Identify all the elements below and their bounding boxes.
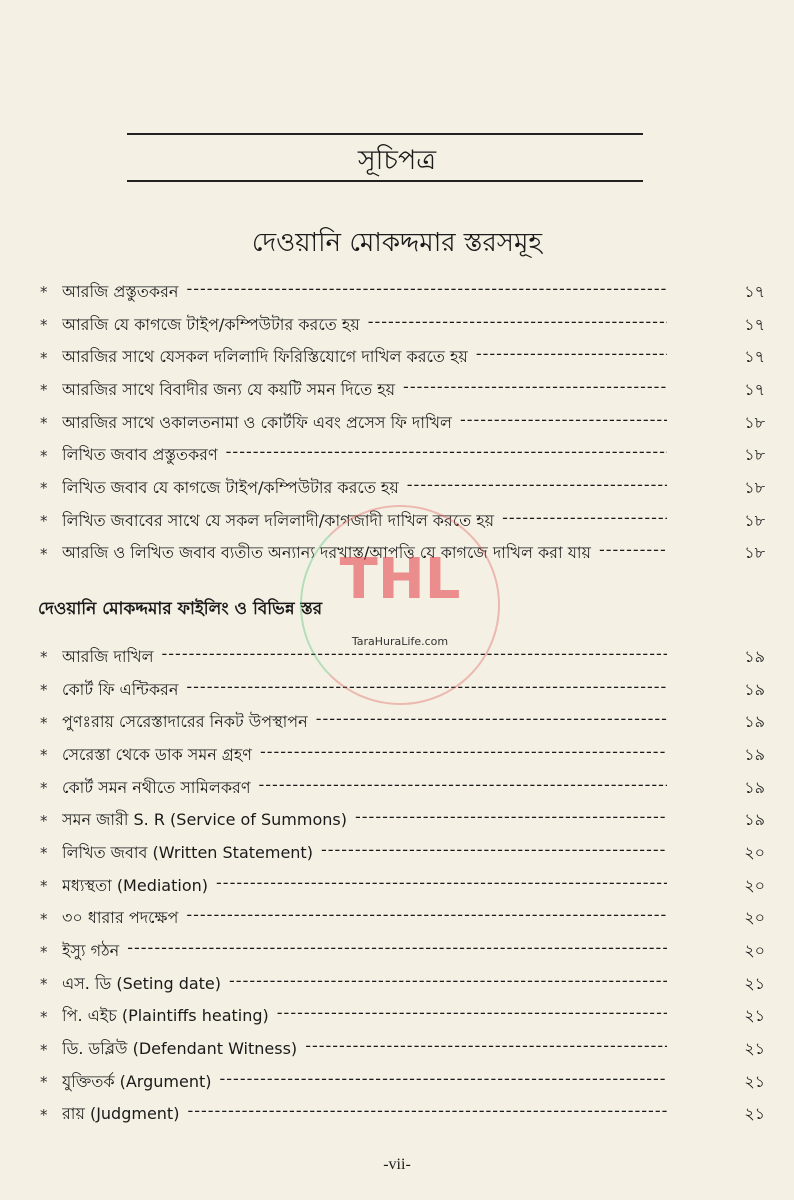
- toc-leader-line: [62, 775, 667, 802]
- toc-entry: [40, 935, 775, 968]
- dot-leader: [259, 775, 668, 802]
- toc-leader-line: [62, 1069, 667, 1096]
- toc-entry-page: ১৮: [744, 477, 765, 497]
- watermark-brand: THL: [339, 547, 461, 612]
- toc-entry-page: ২১: [744, 1006, 765, 1026]
- toc-entry: [40, 804, 775, 837]
- toc-entry-page: ২১: [744, 1104, 765, 1124]
- dot-leader: [187, 1101, 667, 1128]
- toc-list-filing: [40, 641, 775, 1131]
- dot-leader: [407, 475, 667, 502]
- toc-entry-page: ২০: [744, 908, 765, 928]
- toc-leader-line: [62, 840, 667, 867]
- toc-entry-label: লিখিত জবাবের সাথে যে সকল দলিলাদী/কাগজাদী দাখিল করতে হয়: [62, 510, 495, 530]
- toc-leader-line: [62, 677, 667, 704]
- toc-entry: [40, 968, 775, 1001]
- toc-entry-label: পি. এইচ (Plaintiffs heating): [62, 1006, 269, 1026]
- dot-leader: [216, 873, 667, 900]
- bullet-star: *: [40, 942, 48, 961]
- bullet-star: *: [40, 844, 48, 863]
- toc-entry: [40, 276, 775, 309]
- dot-leader: [220, 1069, 668, 1096]
- toc-entry-page: ১৯: [744, 712, 765, 732]
- dot-leader: [355, 807, 667, 834]
- toc-leader-line: [62, 644, 667, 671]
- bullet-star: *: [40, 681, 48, 700]
- dot-leader: [186, 905, 667, 932]
- toc-entry-label: পুণঃরায় সেরেস্তাদারের নিকট উপস্থাপন: [62, 712, 308, 732]
- section-heading-stages: দেওয়ানি মোকদ্দমার স্তরসমূহ: [251, 228, 543, 258]
- dot-leader: [476, 344, 667, 371]
- toc-entry: [40, 674, 775, 707]
- toc-entry-label: যুক্তিতর্ক (Argument): [62, 1071, 212, 1091]
- toc-entry-label: আরজি যে কাগজে টাইপ/কম্পিউটার করতে হয়: [62, 314, 360, 334]
- toc-leader-line: [62, 410, 667, 437]
- toc-entry-label: কোর্ট সমন নথীতে সামিলকরণ: [62, 777, 251, 797]
- toc-leader-line: [62, 1003, 667, 1030]
- bullet-star: *: [40, 746, 48, 765]
- toc-entry: [40, 1033, 775, 1066]
- toc-leader-line: [62, 905, 667, 932]
- dot-leader: [229, 971, 667, 998]
- dot-leader: [162, 644, 668, 671]
- toc-leader-line: [62, 971, 667, 998]
- bullet-star: *: [40, 446, 48, 465]
- toc-leader-line: [62, 1036, 667, 1063]
- toc-entry-page: ১৭: [744, 347, 765, 367]
- toc-entry: [40, 870, 775, 903]
- toc-entry-label: ডি. ডব্লিউ (Defendant Witness): [62, 1039, 298, 1059]
- dot-leader: [502, 508, 667, 535]
- toc-entry-page: ১৯: [744, 679, 765, 699]
- toc-leader-line: [62, 1101, 667, 1128]
- toc-entry: [40, 407, 775, 440]
- bullet-star: *: [40, 1007, 48, 1026]
- toc-entry: [40, 538, 775, 571]
- toc-entry-label: আরজি প্রস্তুতকরন: [62, 281, 179, 301]
- toc-entry: [40, 341, 775, 374]
- toc-entry-page: ১৯: [744, 744, 765, 764]
- toc-leader-line: [62, 475, 667, 502]
- toc-entry: [40, 1066, 775, 1099]
- toc-entry: [40, 739, 775, 772]
- toc-leader-line: [62, 442, 667, 469]
- bullet-star: *: [40, 1105, 48, 1124]
- toc-entry-page: ১৯: [744, 777, 765, 797]
- toc-entry-page: ১৮: [744, 412, 765, 432]
- toc-entry-page: ১৯: [744, 810, 765, 830]
- toc-entry-page: ২০: [744, 941, 765, 961]
- toc-entry: [40, 505, 775, 538]
- toc-entry-page: ১৭: [744, 379, 765, 399]
- toc-leader-line: [62, 938, 667, 965]
- toc-entry-label: এস. ডি (Seting date): [62, 973, 222, 993]
- toc-entry-label: মধ্যস্থতা (Mediation): [62, 875, 209, 895]
- toc-entry-label: লিখিত জবাব যে কাগজে টাইপ/কম্পিউটার করতে হয়: [62, 477, 399, 497]
- bullet-star: *: [40, 316, 48, 335]
- toc-entry-page: ২১: [744, 1071, 765, 1091]
- dot-leader: [403, 377, 667, 404]
- toc-entry: [40, 837, 775, 870]
- bullet-star: *: [40, 414, 48, 433]
- dot-leader: [305, 1036, 667, 1063]
- toc-entry-page: ২০: [744, 842, 765, 862]
- toc-leader-line: [62, 807, 667, 834]
- toc-entry-label: কোর্ট ফি এন্টিকরন: [62, 679, 179, 699]
- dot-leader: [186, 279, 667, 306]
- toc-entry-label: লিখিত জবাব প্রস্তুতকরণ: [62, 445, 218, 465]
- page-number: -vii-: [383, 1156, 411, 1173]
- dot-leader: [460, 410, 667, 437]
- toc-leader-line: [62, 377, 667, 404]
- dot-leader: [127, 938, 667, 965]
- bullet-star: *: [40, 283, 48, 302]
- dot-leader: [321, 840, 667, 867]
- bullet-star: *: [40, 381, 48, 400]
- toc-entry: [40, 772, 775, 805]
- toc-leader-line: [62, 873, 667, 900]
- bullet-star: *: [40, 1073, 48, 1092]
- toc-entry: [40, 1001, 775, 1034]
- toc-leader-line: [62, 279, 667, 306]
- toc-entry-page: ১৮: [744, 445, 765, 465]
- dot-leader: [260, 742, 667, 769]
- toc-list-stages: [40, 276, 775, 570]
- toc-entry: [40, 439, 775, 472]
- toc-entry-label: সেরেস্তা থেকে ডাক সমন গ্রহণ: [62, 744, 252, 764]
- bullet-star: *: [40, 975, 48, 994]
- toc-entry-label: ইস্যু গঠন: [62, 941, 120, 961]
- bullet-star: *: [40, 512, 48, 531]
- toc-leader-line: [62, 709, 667, 736]
- toc-entry: [40, 309, 775, 342]
- toc-entry-label: আরজি দাখিল: [62, 646, 154, 666]
- dot-leader: [368, 312, 667, 339]
- toc-entry: [40, 374, 775, 407]
- toc-leader-line: [62, 508, 667, 535]
- toc-entry-page: ১৯: [744, 646, 765, 666]
- toc-entry-page: ১৭: [744, 281, 765, 301]
- toc-leader-line: [62, 344, 667, 371]
- bullet-star: *: [40, 544, 48, 563]
- bullet-star: *: [40, 479, 48, 498]
- toc-entry-label: ৩০ ধারার পদক্ষেপ: [62, 908, 179, 928]
- toc-entry-page: ২১: [744, 1039, 765, 1059]
- toc-entry: [40, 1099, 775, 1132]
- page-title: সূচিপত্র: [357, 145, 437, 176]
- dot-leader: [316, 709, 667, 736]
- toc-entry-page: ২০: [744, 875, 765, 895]
- title-rule-bottom: [127, 180, 643, 182]
- toc-entry-label: লিখিত জবাব (Written Statement): [62, 842, 313, 862]
- toc-entry-label: আরজির সাথে বিবাদীর জন্য যে কয়টি সমন দিতে হয়: [62, 379, 396, 399]
- dot-leader: [277, 1003, 667, 1030]
- bullet-star: *: [40, 877, 48, 896]
- title-rule-top: [127, 133, 643, 135]
- dot-leader: [186, 677, 667, 704]
- toc-entry-page: ২১: [744, 973, 765, 993]
- toc-entry: [40, 706, 775, 739]
- bullet-star: *: [40, 779, 48, 798]
- toc-entry-label: আরজির সাথে যেসকল দলিলাদি ফিরিস্তিযোগে দাখিল করতে হয়: [62, 347, 468, 367]
- watermark-site: TaraHuraLife.com: [351, 635, 449, 648]
- bullet-star: *: [40, 348, 48, 367]
- toc-entry-label: আরজি ও লিখিত জবাব ব্যতীত অন্যান্য দরখাস্ত/আপত্তি যে কাগজে দাখিল করা যায়: [62, 543, 591, 563]
- bullet-star: *: [40, 811, 48, 830]
- toc-entry-label: সমন জারী S. R (Service of Summons): [62, 810, 347, 830]
- toc-entry-label: আরজির সাথে ওকালতনামা ও কোর্টফি এবং প্রসেস ফি দাখিল: [62, 412, 452, 432]
- toc-entry: [40, 641, 775, 674]
- toc-entry: [40, 472, 775, 505]
- dot-leader: [226, 442, 667, 469]
- bullet-star: *: [40, 713, 48, 732]
- section-heading-filing: দেওয়ানি মোকদ্দমার ফাইলিং ও বিভিন্ন স্তর: [38, 599, 323, 619]
- toc-leader-line: [62, 540, 667, 567]
- toc-entry-page: ১৮: [744, 510, 765, 530]
- dot-leader: [599, 540, 667, 567]
- toc-entry-label: রায় (Judgment): [62, 1104, 180, 1124]
- bullet-star: *: [40, 648, 48, 667]
- toc-leader-line: [62, 312, 667, 339]
- bullet-star: *: [40, 909, 48, 928]
- bullet-star: *: [40, 1040, 48, 1059]
- toc-entry: [40, 903, 775, 936]
- toc-entry-page: ১৭: [744, 314, 765, 334]
- toc-entry-page: ১৮: [744, 543, 765, 563]
- toc-leader-line: [62, 742, 667, 769]
